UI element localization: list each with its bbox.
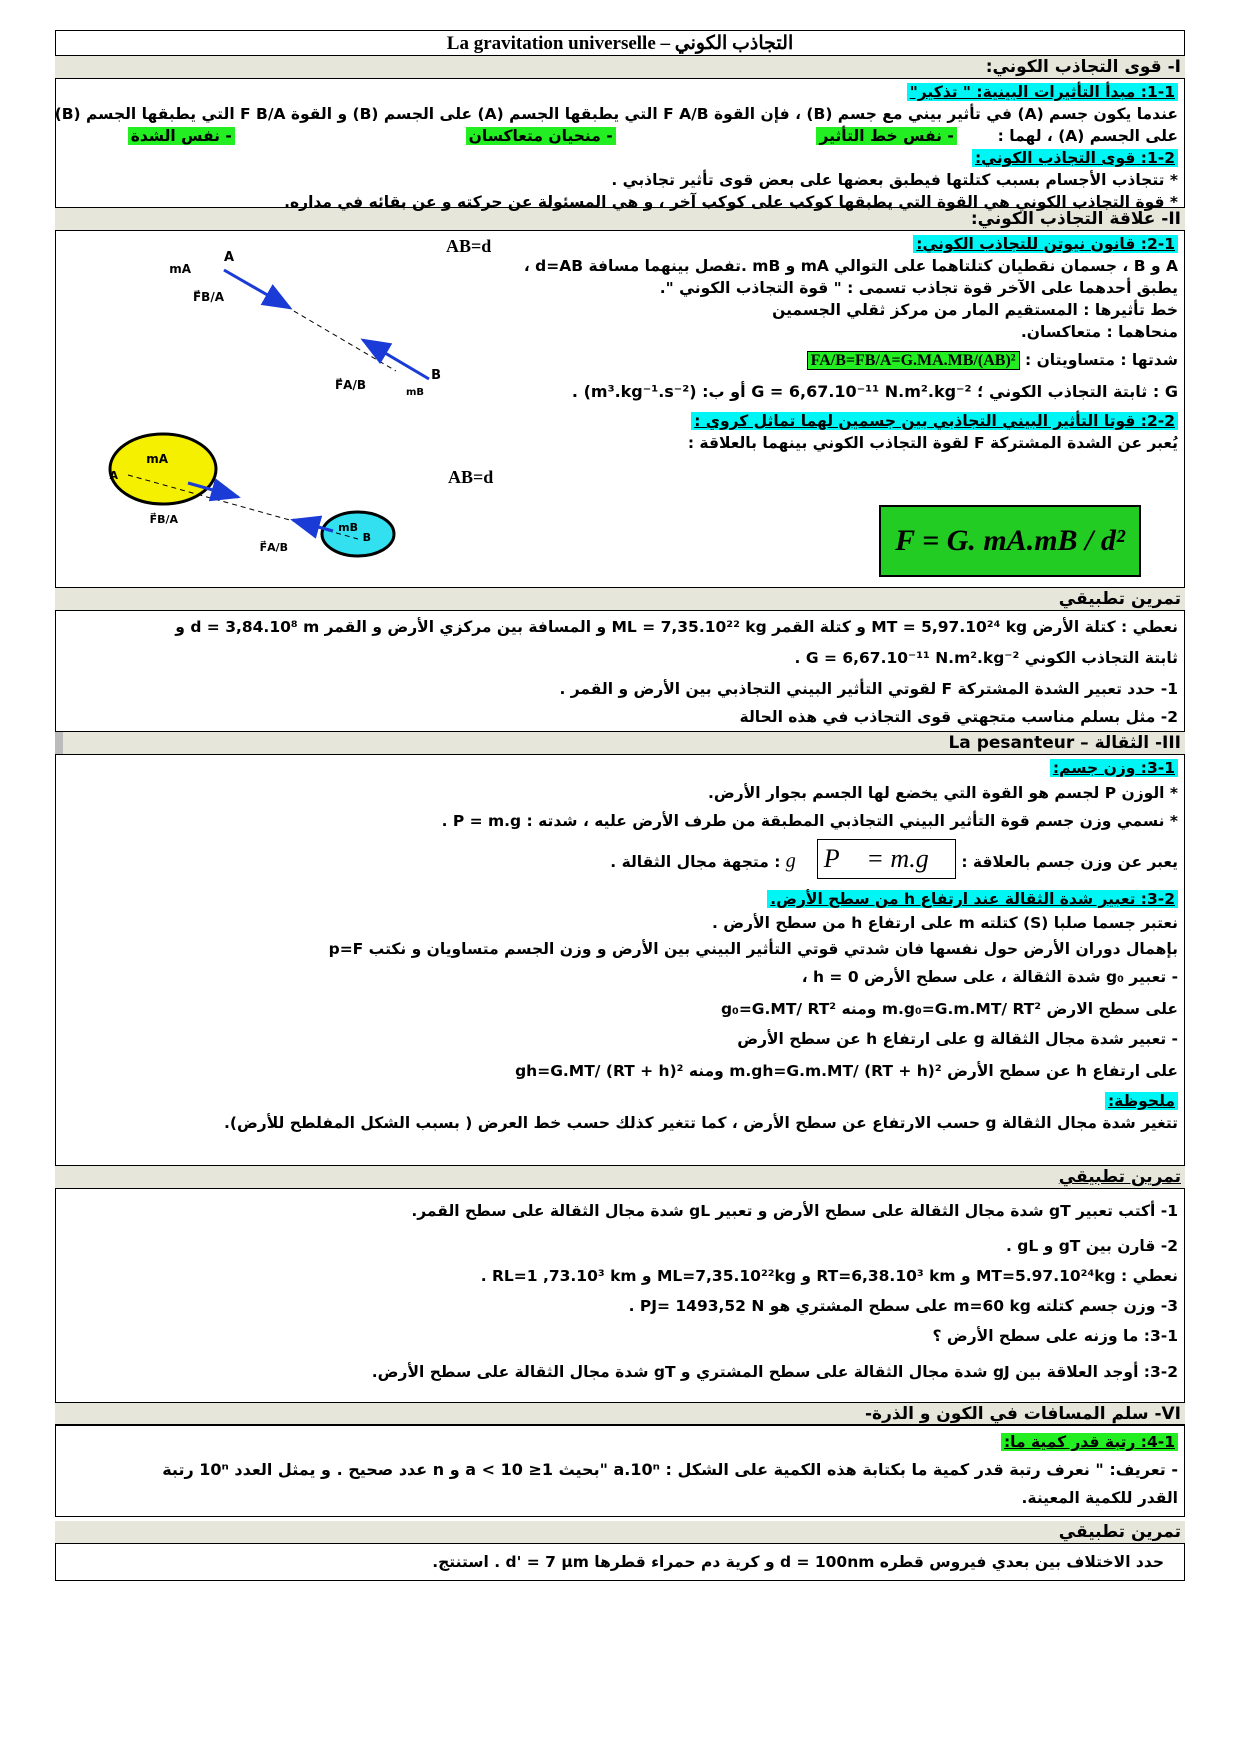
fig1-label-fba: F⃗B/A [192, 290, 224, 304]
s11-heading: 1-1: مبدأ التأثيرات البينية: " تذكير" [907, 83, 1178, 101]
g-vector: g⃗ [785, 850, 812, 872]
section-1-1-box [54, 78, 1185, 211]
s11-line1: عندما يكون جسم (A) في تأثير بيني مع جسم (B) ، فإن القوة F A/B التي يطبقها الجسم (A) على الجسم (B) و القوة F B/A التي يطبقها الجسم (B) [54, 105, 1178, 123]
s32-line3: - تعبير g₀ شدة الثقالة ، على سطح الأرض h = 0 ، [801, 968, 1178, 986]
section-4-box [55, 1425, 1185, 1517]
s31-line1: * الوزن P لجسم هو القوة التي يخضع لها الجسم بجوار الأرض. [708, 784, 1178, 802]
ex2-line1: 1- أكتب تعبير gT شدة مجال الثقالة على سطح الأرض و تعبير gL شدة مجال الثقالة على سطح القمر. [411, 1202, 1178, 1220]
s11-tag1: - نفس خط التأثير [816, 127, 956, 145]
fig2-label-b: B [362, 531, 371, 544]
sphere-formula: F = G. mA.mB / d² [895, 524, 1125, 557]
ex1-line3: 1- حدد تعبير الشدة المشتركة F لقوتي التأثير البيني التجاذبي بين الأرض و القمر . [559, 680, 1178, 698]
exercise-2-box [55, 1188, 1185, 1403]
s31-heading: 3-1: وزن جسم: [1050, 759, 1178, 777]
ex3-line1: حدد الاختلاف بين بعدي فيروس قطره d = 100nm و كرية دم حمراء قطرها d' = 7 µm . استنتج. [432, 1553, 1164, 1571]
s31-line3a: يعبر عن وزن جسم بالعلاقة : [961, 853, 1178, 871]
s32-line6: على ارتفاع h عن سطح الأرض m.gh=G.m.MT/ (RT + h)² ومنه gh=G.MT/ (RT + h)² [515, 1062, 1178, 1080]
figure-spheres [88, 431, 468, 591]
s21-line1: A و B ، جسمان نقطيان كتلتاهما على التوالي mA و mB .تفصل بينهما مسافة d=AB ، [523, 257, 1178, 275]
sphere-b [322, 512, 394, 556]
weight-formula: P⃗ = m.g⃗ [817, 839, 956, 879]
s11-tag3: - نفس الشدة [128, 127, 235, 145]
s32-line1: نعتبر جسما صلبا (S) كتلته m على ارتفاع h من سطح الأرض . [712, 914, 1178, 932]
s12-heading: 1-2: قوى التجاذب الكوني: [972, 149, 1178, 167]
ex2-line3: نعطي : MT=5.97.10²⁴kg و RT=6,38.10³ km و ML=7,35.10²²kg و RL=1 ,73.10³ km . [480, 1267, 1178, 1285]
exercise-1-box [55, 610, 1185, 732]
ab-label-1: AB=d [446, 236, 492, 256]
exercise-2-heading: تمرين تطبيقي [55, 1166, 1185, 1188]
fig1-label-b: B [431, 368, 441, 383]
s12-line2: * قوة التجاذب الكوني هي القوة التي يطبقها كوكب على كوكب آخر ، و هي المسئولة عن حركته و عن بقائه في مداره. [284, 193, 1178, 211]
fig1-label-a: A [223, 250, 234, 265]
page-title: La gravitation universelle – التجاذب الكوني [55, 30, 1185, 56]
s31-line2: * نسمي وزن جسم قوة التأثير البيني التجاذبي المطبقة من طرف الأرض عليه ، شدته : P = m.g . [441, 812, 1178, 830]
fig2-label-fba: F⃗B/A [149, 513, 178, 526]
s21-heading: 2-1: قانون نيوتن للتجاذب الكوني: [913, 235, 1178, 253]
sphere-a [110, 434, 216, 504]
s32-line5: - تعبير شدة مجال الثقالة g على ارتفاع h عن سطح الأرض [737, 1030, 1178, 1048]
s32-line2: بإهمال دوران الأرض حول نفسها فان شدتي قوتي التأثير البيني بين الأرض و وزن الجسم متساويان و نكتب p=F [328, 940, 1178, 958]
s11-line2-row [62, 125, 1178, 147]
s41-heading: 4-1: رتبة قدر كمية ما: [1001, 1433, 1178, 1451]
s41-line1: - تعريف: " نعرف رتبة قدر كمية ما بكتابة هذه الكمية على الشكل : a.10ⁿ "بحيث 1≤ a < 10 و n عدد صحيح . و يمثل العدد 10ⁿ رتبة [162, 1460, 1178, 1479]
s12-line1: * تتجاذب الأجسام بسبب كتلتها فيطبق بعضها على بعض قوى تأثير تجاذبي . [611, 171, 1178, 189]
ex2-line5: 3-1: ما وزنه على سطح الأرض ؟ [932, 1327, 1178, 1345]
exercise-3-heading: تمرين تطبيقي [55, 1521, 1185, 1543]
force-b-on-a-arrow [224, 270, 290, 308]
s11-line2: على الجسم (A) ، لهما : [997, 127, 1178, 145]
section-1-heading: I- قوى التجاذب الكوني: [55, 56, 1185, 78]
ex2-line4: 3- وزن جسم كتلته m=60 kg على سطح المشتري هو PJ= 1493,52 N . [628, 1297, 1178, 1315]
section-4-heading: VI- سلم المسافات في الكون و الذرة- [55, 1403, 1185, 1425]
ex1-line2: ثابتة التجاذب الكوني G = 6,67.10⁻¹¹ N.m².kg⁻² . [794, 649, 1178, 667]
section-3-heading: III- الثقالة – La pesanteur [55, 732, 1185, 754]
ex2-line2: 2- قارن بين gT و gL . [1005, 1237, 1178, 1255]
fig2-label-fab: F⃗A/B [259, 541, 288, 554]
sphere-formula-box [879, 505, 1141, 577]
fig1-label-fab: F⃗A/B [334, 378, 366, 392]
fig2-label-ma: mA [146, 452, 168, 466]
section-2-heading: II- علاقة التجاذب الكوني: [55, 208, 1185, 230]
s31-line3b: : متجهة مجال الثقالة . [610, 853, 781, 871]
ex1-line1: نعطي : كتلة الأرض MT = 5,97.10²⁴ kg و كتلة القمر ML = 7,35.10²² kg و المسافة بين مركزي الأرض و القمر d = 3,84.10⁸ m و [175, 618, 1178, 636]
s32-line4: على سطح الارض m.g₀=G.m.MT/ RT² ومنه g₀=G.MT/ RT² [720, 1000, 1178, 1018]
figure-point-masses [116, 239, 496, 399]
s21-line3: خط تأثيرها : المستقيم المار من مركز ثقلي الجسمين [772, 301, 1178, 319]
note-line: تتغير شدة مجال الثقالة g حسب الارتفاع عن سطح الأرض ، كما تتغير كذلك حسب خط العرض ( بسبب الشكل المفلطح للأرض). [223, 1114, 1178, 1132]
s21-line4: منحاهما : متعاكسان. [1020, 323, 1178, 341]
fig1-label-mb: mB [405, 387, 424, 398]
s22-line1: يُعبر عن الشدة المشتركة F لقوة التجاذب الكوني بينهما بالعلاقة : [687, 434, 1178, 452]
s11-tag2: - منحيان متعاكسان [466, 127, 616, 145]
s22-heading: 2-2: قوتا التأثير البيني التجاذبي بين جسمين لهما تماثل كروي : [691, 412, 1178, 430]
fig2-label-mb: mB [338, 521, 358, 534]
s21-line2: يطبق أحدهما على الآخر قوة تجاذب تسمى : " قوة التجاذب الكوني ". [659, 279, 1178, 297]
ex1-line4: 2- مثل بسلم مناسب متجهتي قوى التجاذب في هذه الحالة [739, 708, 1178, 726]
ex2-line6: 3-2: أوجد العلاقة بين gJ شدة مجال الثقالة على سطح المشتري و gT شدة مجال الثقالة على سطح الأرض. [371, 1363, 1178, 1381]
ab-label-2: AB=d [448, 467, 494, 487]
s41-line2: القدر للكمية المعينة. [1021, 1489, 1178, 1507]
section-2-box [55, 230, 1185, 588]
note-heading: ملحوظة: [1105, 1092, 1178, 1110]
exercise-3-box [55, 1543, 1185, 1581]
fig1-label-ma: mA [169, 262, 191, 276]
newton-formula: FA/B=FB/A=G.MA.MB/(AB)² [807, 351, 1020, 370]
s21-line5: شدتها : متساويتان : [1024, 351, 1178, 369]
fig2-label-a: A [109, 469, 118, 482]
s32-heading: 3-2: تعبير شدة الثقالة عند ارتفاع h من سطح الأرض. [767, 890, 1178, 908]
section-3-box [55, 754, 1185, 1166]
force-a-on-b-arrow [363, 340, 429, 379]
s21-line6: G : ثابتة التجاذب الكوني ؛ G = 6,67.10⁻¹¹ N.m².kg⁻² أو ب: (m³.kg⁻¹.s⁻²) . [571, 382, 1178, 401]
page [55, 30, 1185, 1581]
exercise-1-heading: تمرين تطبيقي [55, 588, 1185, 610]
